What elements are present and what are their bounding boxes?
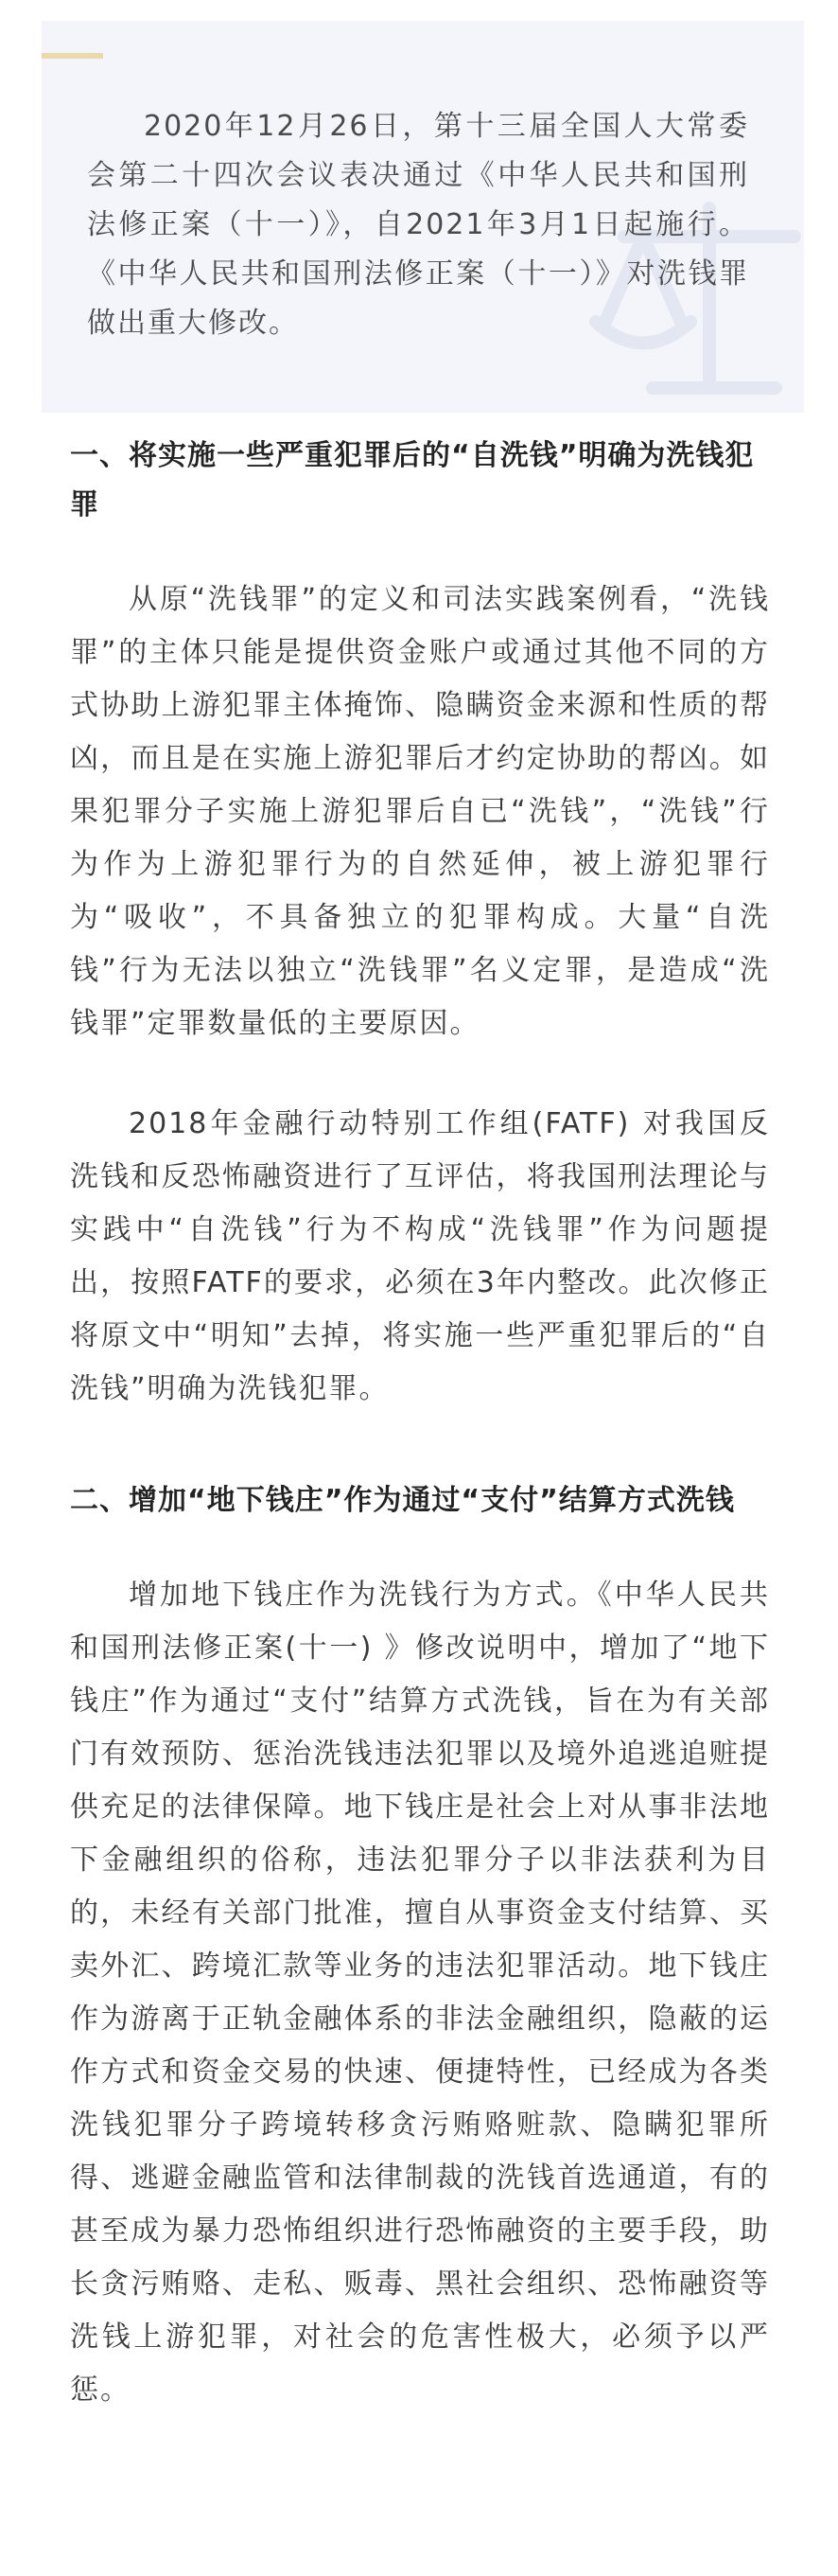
section-1-paragraph-2: 2018年金融行动特别工作组(FATF) 对我国反洗钱和反恐怖融资进行了互评估，将我国刑法理论与实践中“自洗钱”行为不构成“洗钱罪”作为问题提出，按照FATF的要求，必须在3年内整改。此次修正将原文中“明知”去掉，将实施一些严重犯罪后的“自洗钱”明确为洗钱犯罪。 <box>70 1107 770 1405</box>
section-2 <box>70 1476 770 2417</box>
intro-box <box>42 21 804 413</box>
intro-paragraph: 2020年12月26日，第十三届全国人大常委会第二十四次会议表决通过《中华人民共和国刑法修正案（十一）》，自2021年3月1日起施行。《中华人民共和国刑法修正案（十一）》对洗钱罪做出重大修改。 <box>87 110 749 340</box>
section-2-paragraph-1: 增加地下钱庄作为洗钱行为方式。《中华人民共和国刑法修正案(十一) 》修改说明中，增加了“地下钱庄”作为通过“支付”结算方式洗钱，旨在为有关部门有效预防、惩治洗钱违法犯罪以及境外追逃追赃提供充足的法律保障。地下钱庄是社会上对从事非法地下金融组织的俗称，违法犯罪分子以非法获利为目的，未经有关部门批准，擅自从事资金支付结算、买卖外汇、跨境汇款等业务的违法犯罪活动。地下钱庄作为游离于正轨金融体系的非法金融组织，隐蔽的运作方式和资金交易的快速、便捷特性，已经成为各类洗钱犯罪分子跨境转移贪污贿赂赃款、隐瞒犯罪所得、逃避金融监管和法律制裁的洗钱首选通道，有的甚至成为暴力恐怖组织进行恐怖融资的主要手段，助长贪污贿赂、走私、贩毒、黑社会组织、恐怖融资等洗钱上游犯罪，对社会的危害性极大，必须予以严惩。 <box>70 1579 770 2407</box>
section-1-paragraph-1: 从原“洗钱罪”的定义和司法实践案例看，“洗钱罪”的主体只能是提供资金账户或通过其他不同的方式协助上游犯罪主体掩饰、隐瞒资金来源和性质的帮凶，而且是在实施上游犯罪后才约定协助的帮凶。如果犯罪分子实施上游犯罪后自已“洗钱”，“洗钱”行为作为上游犯罪行为的自然延伸，被上游犯罪行为“吸收”，不具备独立的犯罪构成。大量“自洗钱”行为无法以独立“洗钱罪”名义定罪，是造成“洗钱罪”定罪数量低的主要原因。 <box>70 583 770 1040</box>
accent-bar <box>42 53 103 59</box>
section-1 <box>70 432 770 1416</box>
section-1-heading: 一、将实施一些严重犯罪后的“自洗钱”明确为洗钱犯罪 <box>70 439 755 521</box>
section-2-heading: 二、增加“地下钱庄”作为通过“支付”结算方式洗钱 <box>70 1484 735 1517</box>
